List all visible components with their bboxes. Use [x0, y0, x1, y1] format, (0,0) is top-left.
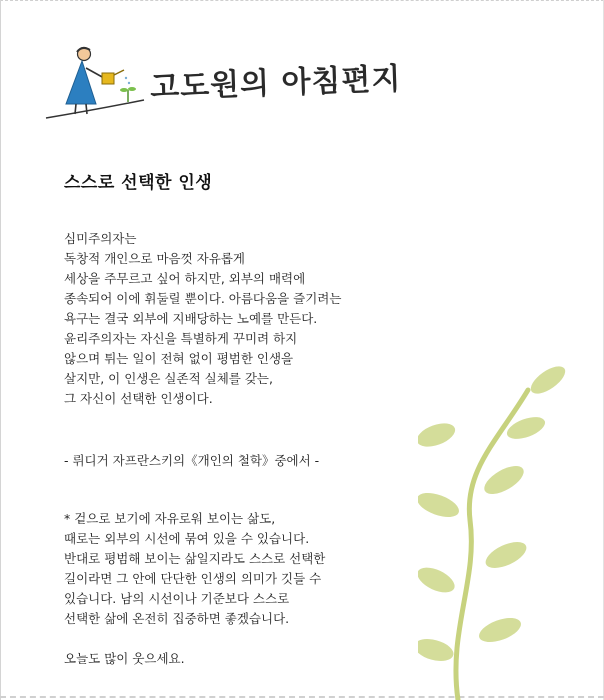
text-line: 독창적 개인으로 마음껏 자유롭게: [64, 251, 245, 266]
text-line: 종속되어 이에 휘둘릴 뿐이다. 아름다움을 즐기려는: [64, 291, 342, 306]
text-line: 세상을 주무르고 싶어 하지만, 외부의 매력에: [64, 271, 306, 286]
gardener-illustration-icon: [44, 40, 154, 124]
text-line: 반대로 평범해 보이는 삶일지라도 스스로 선택한: [64, 551, 326, 566]
page-frame-left: [0, 0, 1, 700]
text-line: 윤리주의자는 자신을 특별하게 꾸미려 하지: [64, 331, 298, 346]
page-frame-top: [0, 0, 604, 1]
text-line: * 겉으로 보기에 자유로워 보이는 삶도,: [64, 511, 276, 526]
vine-decoration-icon: [418, 350, 604, 700]
closing-line: 오늘도 많이 웃으세요.: [64, 651, 185, 666]
quote-paragraph: [64, 229, 424, 409]
post-title: 스스로 선택한 인생: [64, 173, 213, 193]
text-line: 길이라면 그 안에 단단한 인생의 의미가 깃들 수: [64, 571, 322, 586]
commentary-paragraph: [64, 509, 424, 629]
text-line: 선택한 삶에 온전히 집중하면 좋겠습니다.: [64, 611, 290, 626]
text-line: 않으며 튀는 일이 전혀 없이 평범한 인생을: [64, 351, 294, 366]
text-line: 심미주의자는: [64, 231, 137, 246]
brand-title: 고도원의 아침편지: [149, 61, 402, 106]
text-line: 있습니다. 남의 시선이나 기준보다 스스로: [64, 591, 290, 606]
source-citation: - 뤼디거 자프란스키의《개인의 철학》중에서 -: [64, 453, 320, 468]
text-line: 그 자신이 선택한 인생이다.: [64, 391, 213, 406]
text-line: 욕구는 결국 외부에 지배당하는 노예를 만든다.: [64, 311, 318, 326]
header-logo[interactable]: [44, 40, 424, 124]
text-line: 살지만, 이 인생은 실존적 실체를 갖는,: [64, 371, 273, 386]
text-line: 때로는 외부의 시선에 묶여 있을 수 있습니다.: [64, 531, 310, 546]
